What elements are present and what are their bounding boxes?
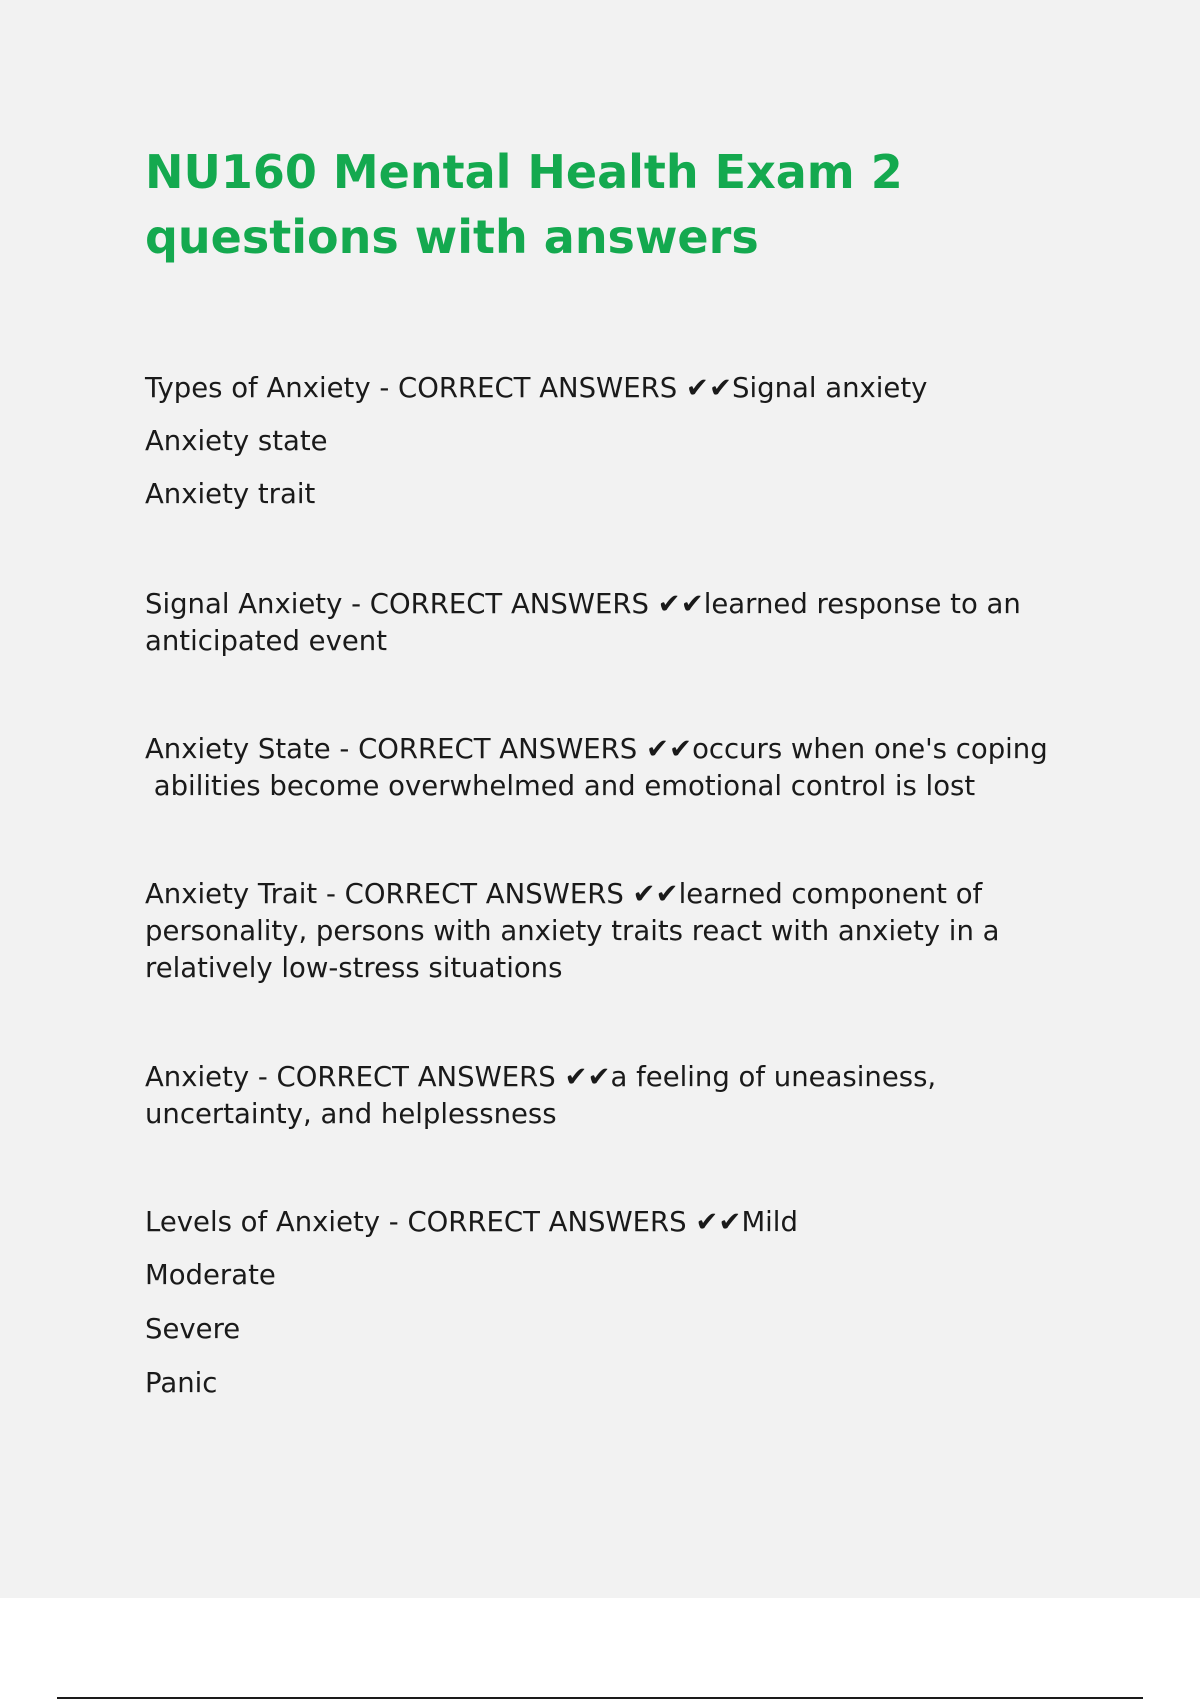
- check-marks-icon: ✔✔: [685, 372, 733, 404]
- qa-answer: learned response to an: [703, 588, 1021, 620]
- answer-marker: - CORRECT ANSWERS: [317, 878, 633, 910]
- qa-answer: occurs when one's coping: [692, 733, 1048, 765]
- check-marks-icon: ✔✔: [632, 878, 679, 910]
- qa-item-signal-anxiety: [145, 586, 1105, 660]
- qa-line: [145, 731, 1105, 768]
- qa-answer-extra: Severe: [145, 1313, 241, 1345]
- qa-item-anxiety: [145, 1059, 1105, 1133]
- qa-answer: Signal anxiety: [732, 372, 928, 404]
- qa-term: Signal Anxiety: [145, 588, 343, 620]
- answer-marker: - CORRECT ANSWERS: [380, 1206, 696, 1238]
- check-marks-icon: ✔✔: [564, 1061, 611, 1093]
- answer-marker: - CORRECT ANSWERS: [342, 588, 658, 620]
- qa-term: Types of Anxiety: [145, 372, 371, 404]
- qa-answer: learned component of: [678, 878, 983, 910]
- footer-divider: [57, 1697, 1143, 1699]
- qa-answer: a feeling of uneasiness,: [610, 1061, 937, 1093]
- qa-answer-extra: Anxiety state: [145, 425, 328, 457]
- qa-answer: Mild: [741, 1206, 798, 1238]
- qa-answer-extra: Moderate: [145, 1259, 276, 1291]
- document-title: [145, 140, 1045, 270]
- qa-term: Anxiety State: [145, 733, 331, 765]
- check-marks-icon: ✔✔: [657, 588, 704, 620]
- answer-marker: - CORRECT ANSWERS: [370, 372, 686, 404]
- qa-line: [145, 370, 1105, 407]
- check-marks-icon: ✔✔: [645, 733, 693, 765]
- qa-answer-continued: personality, persons with anxiety traits react with anxiety in a: [145, 915, 1000, 947]
- qa-answer-continued: uncertainty, and helplessness: [145, 1098, 557, 1130]
- qa-answer-extra: Panic: [145, 1367, 218, 1399]
- title-line-1: NU160 Mental Health Exam 2: [145, 145, 903, 199]
- check-marks-icon: ✔✔: [695, 1206, 742, 1238]
- qa-term: Levels of Anxiety: [145, 1206, 381, 1238]
- qa-answer-continued: abilities become overwhelmed and emotional control is lost: [145, 770, 976, 802]
- qa-item-anxiety-trait: [145, 876, 1105, 987]
- answer-marker: - CORRECT ANSWERS: [330, 733, 646, 765]
- qa-line: [145, 876, 1105, 913]
- qa-line: [145, 1059, 1105, 1096]
- title-line-2: questions with answers: [145, 210, 759, 264]
- answer-marker: - CORRECT ANSWERS: [249, 1061, 565, 1093]
- qa-line: [145, 586, 1105, 623]
- qa-term: Anxiety: [145, 1061, 250, 1093]
- qa-line: [145, 1204, 1105, 1241]
- qa-answer-continued: anticipated event: [145, 625, 387, 657]
- qa-item-anxiety-state: [145, 731, 1105, 805]
- qa-answer-continued: relatively low-stress situations: [145, 952, 563, 984]
- qa-term: Anxiety Trait: [145, 878, 318, 910]
- qa-item-levels-of-anxiety: [145, 1204, 1105, 1402]
- qa-answer-extra: Anxiety trait: [145, 478, 316, 510]
- qa-item-types-of-anxiety: [145, 370, 1105, 513]
